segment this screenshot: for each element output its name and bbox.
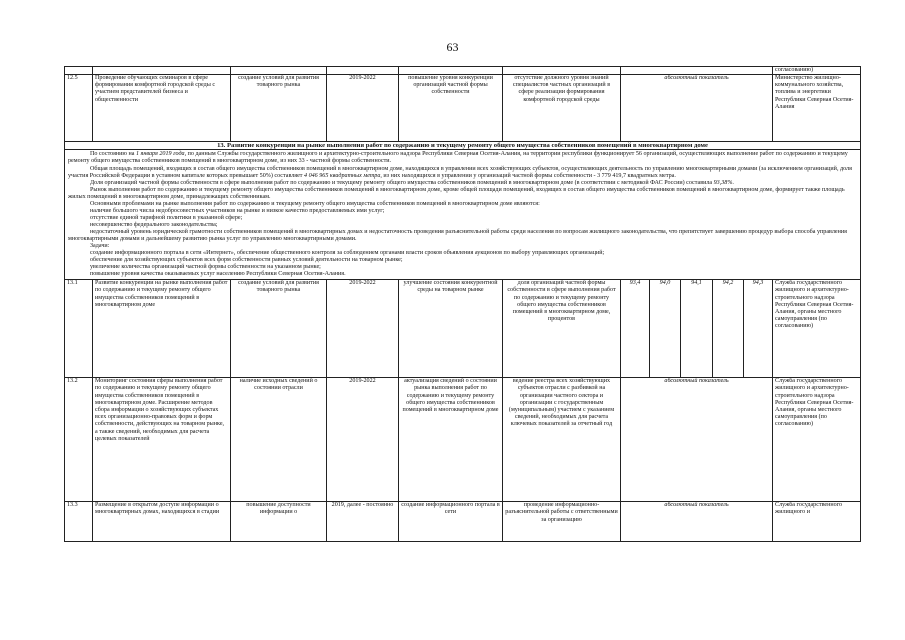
paragraph: создание информационного портала в сети «Интернет», обеспечение общественного контроля за соблюдением органами власти сроков объявления аукционов по выбору управляющих организаций;: [90, 250, 605, 257]
paragraph: Доля организаций частной формы собственности в сфере выполнения работ по содержанию и текущему ремонту общего имущества собственников помещений в многоквартирном доме (в соответствии с методикой ФАС России) составила 93,38%.: [90, 179, 734, 186]
section-title-row: [65, 142, 861, 150]
values-cell: абсолютный показатель: [621, 502, 773, 542]
paragraph: Основными проблемами на рынке выполнения работ по содержанию и текущему ремонту общего имущества собственников помещений в многоквартирном доме являются:: [90, 200, 540, 207]
table-row: [65, 75, 861, 142]
indicator-cell: проведение информационно-разъяснительной работы с ответственными за организацию: [503, 502, 621, 542]
term-cell: 2019-2022: [327, 280, 399, 378]
paragraph: Общая площадь помещений, входящих в состав общего имущества собственников помещений в многоквартирном доме, находящихся в управлении всех хозяйствующих субъектов, осуществляющих деятельность по управлению многоквартирными домами (за исключением организаций, доля участия Российской Федерации в уставном капитале которых превышает 50%) составляет 4 046 965 квадратных метра, из них находящихся в управлении у организаций частной формы собственности - 3 779 419,7 квадратных метра.: [68, 165, 852, 179]
executor-cell: Министерство жилищно-коммунального хозяйства, топлива и энергетики Республики Северная Осетия-Алания: [773, 75, 861, 142]
executor-cell: Служба государственного жилищного и архитектурно-строительного надзора Республики Северная Осетия-Алания, органы местного самоуправления (по согласованию): [773, 378, 861, 502]
paragraph: Задачи:: [90, 243, 110, 250]
goal-cell: создание условий для развития товарного рынка: [231, 280, 327, 378]
measures-table-fragment: [64, 66, 860, 542]
measures-table: [64, 66, 861, 542]
paragraph: недостаточный уровень юридической грамотности собственников помещений в многоквартирных домах и недостаточность проведения разъяснительной работы среди населения по вопросам жилищного законодательства, что препятствует завершению процедур выбора способа управления многоквартирными домами и дальнейшему развитию рынка услуг по управлению многоквартирными домами.: [68, 228, 847, 242]
table-row: [65, 280, 861, 378]
value-cell: 94,3: [744, 280, 773, 378]
executor-cell: согласованию): [773, 67, 861, 75]
values-cell: абсолютный показатель: [621, 75, 773, 142]
indicator-cell: отсутствие должного уровня знаний специалистов частных организаций в сфере реализации формирования комфортной городской среды: [503, 75, 621, 142]
section-text: [65, 150, 861, 280]
values-cell: абсолютный показатель: [621, 378, 773, 502]
measure-cell: Развитие конкуренции на рынке выполнения работ по содержанию и текущему ремонту общего имущества собственников помещений в многоквартирном доме: [93, 280, 231, 378]
term-cell: 2019-2022: [327, 378, 399, 502]
result-cell: повышение уровня конкуренции организаций частной формы собственности: [399, 75, 503, 142]
table-row: [65, 378, 861, 502]
page-number: 63: [446, 40, 459, 54]
paragraph: наличие большого числа недобросовестных участников на рынке и низкое качество предоставляемых ими услуг;: [90, 207, 385, 214]
paragraph: Рынок выполнения работ по содержанию и текущему ремонту общего имущества собственников помещений в многоквартирном доме, кроме общей площади помещений, входящих в состав общего имущества собственников помещений в многоквартирном доме, формирует также площадь жилых помещений в многоквартирном доме, принадлежащих собственникам.: [68, 186, 845, 200]
paragraph: повышение уровня качества оказываемых услуг населению Республики Северная Осетия-Алания.: [90, 271, 346, 278]
paragraph: увеличение количества организаций частной формы собственности на указанном рынке;: [90, 264, 321, 271]
measure-cell: Мониторинг состояния сферы выполнения работ по содержанию и текущему ремонту общего имущества собственников помещений в многоквартирном доме. Расширение методов сбора информации о хозяйствующих субъектах всех организационно-правовых форм и форм собственности, действующих на товарном рынке, а также сведений, необходимых для расчета целевых показателей: [93, 378, 231, 502]
value-cell: 94,2: [713, 280, 744, 378]
section-title: 13. Развитие конкуренции на рынке выполнения работ по содержанию и текущему ремонту общего имущества собственников помещений в многоквартирном доме: [65, 142, 861, 150]
value-cell: 93,4: [621, 280, 650, 378]
row-number: 13.1: [65, 280, 93, 378]
row-number: 13.3: [65, 502, 93, 542]
paragraph: По состоянию на 1 января 2019 года, по данным Службы государственного жилищного и архитектурно-строительного надзора Республики Северная Осетия-Алания, на территории республики функционирует 56 организаций, осуществляющих выполнение работ по содержанию и текущему ремонту общего имущества собственников помещений в многоквартирном доме, из них 33 - частной формы собственности.: [68, 151, 848, 165]
indicator-cell: ведение реестра всех хозяйствующих субъектов отрасли с разбивкой на организации частного сектора и организации с государственным (муниципальным) участием с указанием сведений, необходимых для расчета ключевых показателей за отчетный год: [503, 378, 621, 502]
result-cell: актуализация сведений о состоянии рынка выполнения работ по содержанию и текущему ремонту общего имущества собственников помещений в многоквартирном доме: [399, 378, 503, 502]
section-text-row: [65, 150, 861, 280]
table-row: [65, 67, 861, 75]
result-cell: создание информационного портала в сети: [399, 502, 503, 542]
goal-cell: повышение доступности информации о: [231, 502, 327, 542]
value-cell: 94,1: [681, 280, 713, 378]
measure-cell: Размещение в открытом доступе информации о многоквартирных домах, находящихся в стадии: [93, 502, 231, 542]
goal-cell: наличие исходных сведений о состоянии отрасли: [231, 378, 327, 502]
table-row: [65, 502, 861, 542]
measure-cell: Проведение обучающих семинаров в сфере формирования комфортной городской среды с участием представителей бизнеса и общественности: [93, 75, 231, 142]
value-cell: 94,0: [650, 280, 681, 378]
goal-cell: создание условий для развития товарного рынка: [231, 75, 327, 142]
row-number: 13.2: [65, 378, 93, 502]
result-cell: улучшение состояния конкурентной среды на товарном рынке: [399, 280, 503, 378]
term-cell: 2019-2022: [327, 75, 399, 142]
executor-cell: Служба государственного жилищного и: [773, 502, 861, 542]
indicator-cell: доля организаций частной формы собственности в сфере выполнения работ по содержанию и текущему ремонту общего имущества собственников помещений в многоквартирном доме, процентов: [503, 280, 621, 378]
term-cell: 2019, далее - постоянно: [327, 502, 399, 542]
paragraph: обеспечение для хозяйствующих субъектов всех форм собственности равных условий деятельности на товарном рынке;: [90, 257, 403, 264]
paragraph: несовершенство федерального законодательства;: [90, 221, 218, 228]
paragraph: отсутствие единой тарифной политики в указанной сфере;: [90, 214, 243, 221]
executor-cell: Служба государственного жилищного и архитектурно-строительного надзора Республики Северная Осетия-Алания, органы местного самоуправления (по согласованию): [773, 280, 861, 378]
row-number: 12.5: [65, 75, 93, 142]
